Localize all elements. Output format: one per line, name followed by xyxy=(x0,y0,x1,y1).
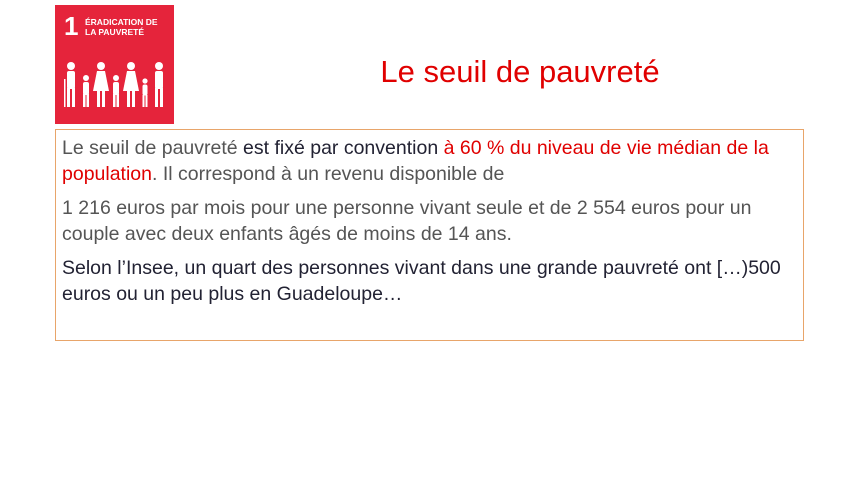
paragraph-insee: Selon l’Insee, un quart des personnes vivant dans une grande pauvreté ont […)500 euros ou un peu plus en Guadeloupe… xyxy=(62,257,781,305)
sdg-goal-1-badge xyxy=(55,5,174,124)
sdg-goal-label xyxy=(85,17,169,37)
sdg-goal-label-line2: LA PAUVRETÉ xyxy=(85,27,145,37)
definition-part-2: est fixé par convention xyxy=(243,137,444,159)
definition-part-4: . Il correspond à un revenu disponible de xyxy=(152,163,505,185)
page-title: Le seuil de pauvreté xyxy=(380,54,660,89)
family-icon xyxy=(63,61,167,109)
content-box xyxy=(55,129,804,341)
sdg-goal-label-line1: ÉRADICATION DE xyxy=(85,17,158,27)
paragraph-definition xyxy=(62,135,797,187)
paragraph-amounts: 1 216 euros par mois pour une personne vivant seule et de 2 554 euros pour un couple avec deux enfants âgés de moins de 14 ans. xyxy=(62,197,752,245)
sdg-goal-number: 1 xyxy=(64,11,79,41)
definition-highlight: à 60 % du niveau de vie médian de la population xyxy=(62,137,769,185)
definition-part-1: Le seuil de pauvreté xyxy=(62,137,244,159)
